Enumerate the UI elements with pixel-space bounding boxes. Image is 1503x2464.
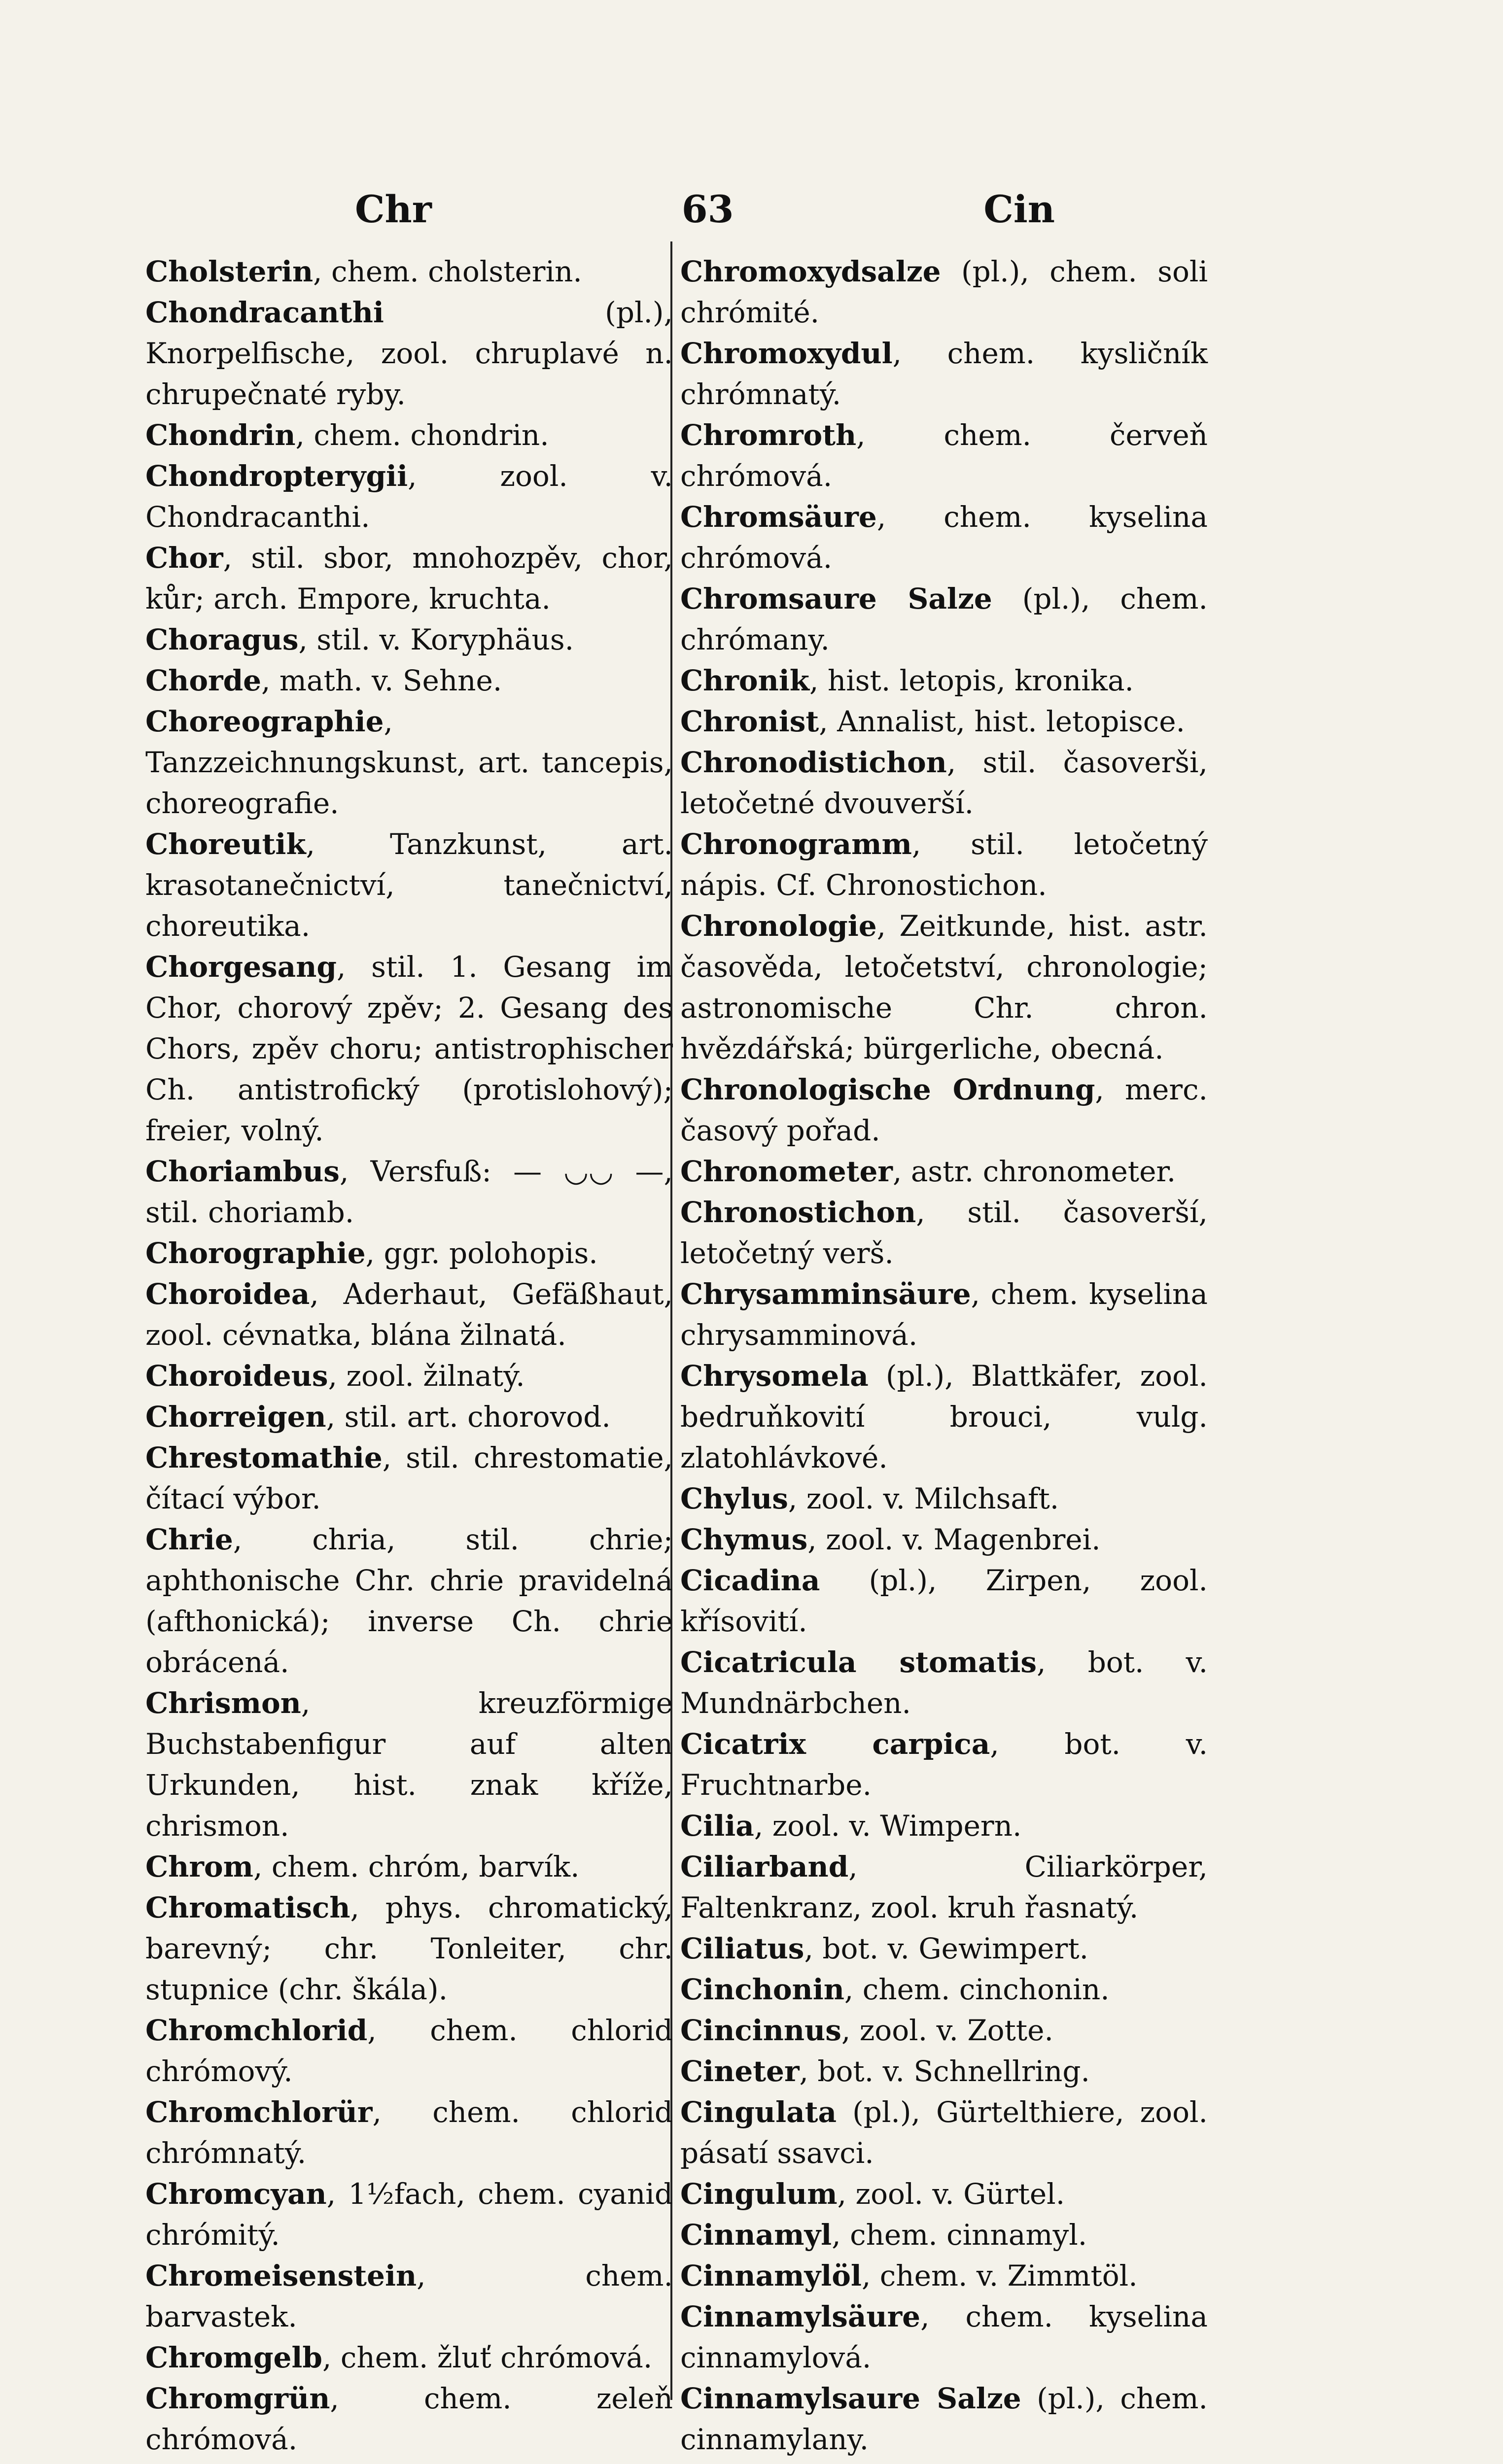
dictionary-entry: Cingulum, zool. v. Gürtel. (680, 2177, 1065, 2211)
entry-headword: Chromroth (680, 418, 857, 452)
dictionary-entry: Chorographie, ggr. polohopis. (145, 1236, 598, 1270)
dictionary-entry: Chorde, math. v. Sehne. (145, 664, 502, 697)
entry-headword: Chronodistichon (680, 746, 947, 779)
entry-headword: Chronologische Ordnung (680, 1073, 1095, 1106)
dictionary-entry: Choragus, stil. v. Koryphäus. (145, 623, 574, 656)
dictionary-entry: Chylus, zool. v. Milchsaft. (680, 1482, 1059, 1515)
entry-headword: Chronik (680, 664, 809, 697)
entry-headword: Choragus (145, 623, 299, 656)
entry-headword: Chorgesang (145, 950, 337, 984)
dictionary-entry: Ciliarband, Ciliarkörper, Faltenkranz, zool. kruh řasnatý. (680, 1850, 1208, 1924)
header-left-guide-word: Chr (355, 187, 432, 231)
dictionary-entry: Chondracanthi (pl.), Knorpelfische, zool. chruplavé n. chrupečnaté ryby. (145, 296, 673, 411)
entry-headword: Chrismon (145, 1686, 301, 1720)
dictionary-entry: Choreutik, Tanzkunst, art. krasotanečnictví, tanečnictví, choreutika. (145, 827, 673, 943)
entry-headword: Chrestomathie (145, 1441, 383, 1474)
dictionary-entry: Cholsterin, chem. cholsterin. (145, 255, 582, 288)
entry-headword: Choroidea (145, 1277, 310, 1311)
entry-headword: Cilia (680, 1809, 754, 1843)
dictionary-entry: Choriambus, Versfuß: — ◡◡ —, stil. choriamb. (145, 1155, 673, 1229)
page-number: 63 (681, 187, 734, 231)
dictionary-entry: Chromsaure Salze (pl.), chem. chrómany. (680, 582, 1208, 656)
dictionary-entry: Chorreigen, stil. art. chorovod. (145, 1400, 611, 1434)
entry-headword: Chromsaure Salze (680, 582, 992, 616)
entry-headword: Chronist (680, 705, 819, 738)
entry-headword: Choreutik (145, 827, 306, 861)
dictionary-entry: Chondrin, chem. chondrin. (145, 418, 549, 452)
entry-headword: Cholsterin (145, 255, 314, 288)
entry-headword: Chrysomela (680, 1359, 869, 1393)
header-right-guide-word: Cin (983, 187, 1055, 231)
entry-headword: Chondracanthi (145, 296, 384, 329)
entry-headword: Cinchonin (680, 1973, 844, 2006)
entry-headword: Chromgrün (145, 2382, 330, 2415)
dictionary-entry (145, 2460, 673, 2464)
entry-headword: Choroideus (145, 1359, 328, 1393)
page-header (177, 187, 1311, 231)
entry-headword: Chronogramm (680, 827, 912, 861)
entry-headword: Cineter (680, 2054, 800, 2088)
dictionary-entry: Cincinnus, zool. v. Zotte. (680, 2014, 1053, 2047)
entry-headword: Chromoxydul (680, 337, 893, 370)
dictionary-entry: Chromgrün, chem. zeleň chrómová. (145, 2382, 673, 2456)
entry-headword: Choreographie (145, 705, 384, 738)
entry-headword: Chylus (680, 1482, 788, 1515)
dictionary-entry: Cilia, zool. v. Wimpern. (680, 1809, 1022, 1843)
dictionary-entry: Chromchlorid, chem. chlorid chrómový. (145, 2014, 673, 2088)
dictionary-entry: Chor, stil. sbor, mnohozpěv, chor, kůr; arch. Empore, kruchta. (145, 541, 673, 616)
dictionary-entry: Chromatisch, phys. chromatický, barevný; chr. Tonleiter, chr. stupnice (chr. škála). (145, 1891, 673, 2006)
entry-headword: Cinnamylöl (680, 2259, 862, 2293)
entry-headword: Chorde (145, 664, 262, 697)
dictionary-entry: Chronometer, astr. chronometer. (680, 1155, 1176, 1188)
entry-headword: Ciliatus (680, 1932, 804, 1965)
dictionary-entry: Cinnamylsäure, chem. kyselina cinnamylová. (680, 2300, 1208, 2374)
dictionary-entry: Chrismon, kreuzförmige Buchstabenfigur auf alten Urkunden, hist. znak kříže, chrismon. (145, 1686, 673, 1843)
entry-headword: Cingulum (680, 2177, 838, 2211)
dictionary-entry: Chromroth, chem. červeň chrómová. (680, 418, 1208, 493)
entry-headword: Cinnamylsaure Salze (680, 2382, 1021, 2415)
entry-headword: Chorographie (145, 1236, 366, 1270)
entry-headword: Chromoxydsalze (680, 255, 941, 288)
dictionary-entry: Chronostichon, stil. časoverší, letočetný verš. (680, 1196, 1208, 1270)
dictionary-entry: Chrie, chria, stil. chrie; aphthonische Chr. chrie pravidelná (afthonická); inverse Ch. chrie obrácená. (145, 1523, 673, 1679)
dictionary-entry: Chromsäure, chem. kyselina chrómová. (680, 500, 1208, 575)
dictionary-entry: Chrom, chem. chróm, barvík. (145, 1850, 580, 1883)
dictionary-entry: Chondropterygii, zool. v. Chondracanthi. (145, 459, 673, 534)
dictionary-entry: Chromoxydul, chem. kysličník chrómnatý. (680, 337, 1208, 411)
left-column (145, 251, 673, 2464)
entry-headword: Chondrin (145, 418, 296, 452)
dictionary-entry: Chronologie, Zeitkunde, hist. astr. časověda, letočetství, chronologie; astronomische Chr. chron. hvězdářská; bürgerliche, obecná. (680, 909, 1208, 1065)
entry-headword: Chromchlorid (145, 2014, 368, 2047)
dictionary-entry: Cinnamylsaure Salze (pl.), chem. cinnamylany. (680, 2382, 1208, 2456)
entry-headword: Chromatisch (145, 1891, 350, 1924)
entry-headword: Chor (145, 541, 223, 575)
right-column (680, 251, 1208, 2464)
entry-headword: Chrom (145, 1850, 253, 1883)
dictionary-entry: Chromoxydsalze (pl.), chem. soli chrómité. (680, 255, 1208, 329)
entry-headword: Chromcyan (145, 2177, 327, 2211)
entry-headword: Cicadina (680, 1564, 820, 1597)
dictionary-entry: Chronodistichon, stil. časoverši, letočetné dvouverší. (680, 746, 1208, 820)
dictionary-entry: Cinnamyl, chem. cinnamyl. (680, 2218, 1087, 2252)
dictionary-entry: Ciliatus, bot. v. Gewimpert. (680, 1932, 1089, 1965)
entry-headword: Chromchlorür (145, 2095, 373, 2129)
dictionary-entry: Chrysomela (pl.), Blattkäfer, zool. bedruňkovití brouci, vulg. zlatohlávkové. (680, 1359, 1208, 1474)
dictionary-entry: Choroidea, Aderhaut, Gefäßhaut, zool. cévnatka, blána žilnatá. (145, 1277, 673, 1352)
dictionary-entry: Cineter, bot. v. Schnellring. (680, 2054, 1090, 2088)
dictionary-entry: Chronogramm, stil. letočetný nápis. Cf. Chronostichon. (680, 827, 1208, 902)
entry-headword: Chronometer (680, 1155, 893, 1188)
entry-headword: Chondropterygii (145, 459, 408, 493)
dictionary-entry: Chrysamminsäure, chem. kyselina chrysamminová. (680, 1277, 1208, 1352)
entry-headword: Chromeisenstein (145, 2259, 417, 2293)
entry-headword: Chromsäure (680, 500, 877, 534)
dictionary-entry (680, 2460, 1208, 2464)
dictionary-entry: Choroideus, zool. žilnatý. (145, 1359, 525, 1393)
entry-headword: Chromgelb (145, 2341, 322, 2374)
dictionary-entry: Cicadina (pl.), Zirpen, zool. křísovití. (680, 1564, 1208, 1638)
dictionary-entry: Chrestomathie, stil. chrestomatie, čítací výbor. (145, 1441, 673, 1515)
dictionary-entry: Chronologische Ordnung, merc. časový pořad. (680, 1073, 1208, 1147)
dictionary-entry: Chromcyan, 1½fach, chem. cyanid chrómitý. (145, 2177, 673, 2252)
dictionary-entry: Chorgesang, stil. 1. Gesang im Chor, chorový zpěv; 2. Gesang des Chors, zpěv choru; antistrophischer Ch. antistrofický (protislohový); freier, volný. (145, 950, 673, 1147)
dictionary-entry: Chromgelb, chem. žluť chrómová. (145, 2341, 653, 2374)
dictionary-entry: Chymus, zool. v. Magenbrei. (680, 1523, 1101, 1556)
dictionary-entry: Chromeisenstein, chem. barvastek. (145, 2259, 673, 2333)
entry-headword: Cincinnus (680, 2014, 841, 2047)
entry-headword: Chrysamminsäure (680, 1277, 971, 1311)
entry-headword: Chronologie (680, 909, 877, 943)
entry-headword: Cicatricula stomatis (680, 1645, 1037, 1679)
dictionary-entry: Choreographie, Tanzzeichnungskunst, art. tancepis, choreografie. (145, 705, 673, 820)
dictionary-entry: Chronist, Annalist, hist. letopisce. (680, 705, 1185, 738)
dictionary-entry: Cicatrix carpica, bot. v. Fruchtnarbe. (680, 1727, 1208, 1802)
entry-headword: Cinnamylsäure (680, 2300, 921, 2333)
entry-headword: Cingulata (680, 2095, 837, 2129)
dictionary-entry: Cicatricula stomatis, bot. v. Mundnärbchen. (680, 1645, 1208, 1720)
entry-headword: Cinnamyl (680, 2218, 832, 2252)
dictionary-entry: Chromchlorür, chem. chlorid chrómnatý. (145, 2095, 673, 2170)
entry-headword: Chrie (145, 1523, 233, 1556)
entry-headword: Chronostichon (680, 1196, 916, 1229)
dictionary-entry: Cinnamylöl, chem. v. Zimmtöl. (680, 2259, 1138, 2293)
entry-headword: Choriambus (145, 1155, 340, 1188)
entry-headword: Cicatrix carpica (680, 1727, 990, 1761)
entry-headword: Ciliarband (680, 1850, 849, 1883)
entry-headword: Chorreigen (145, 1400, 326, 1434)
dictionary-entry: Chronik, hist. letopis, kronika. (680, 664, 1134, 697)
entry-headword: Chymus (680, 1523, 808, 1556)
dictionary-entry: Cingulata (pl.), Gürtelthiere, zool. pásatí ssavci. (680, 2095, 1208, 2170)
dictionary-entry: Cinchonin, chem. cinchonin. (680, 1973, 1110, 2006)
